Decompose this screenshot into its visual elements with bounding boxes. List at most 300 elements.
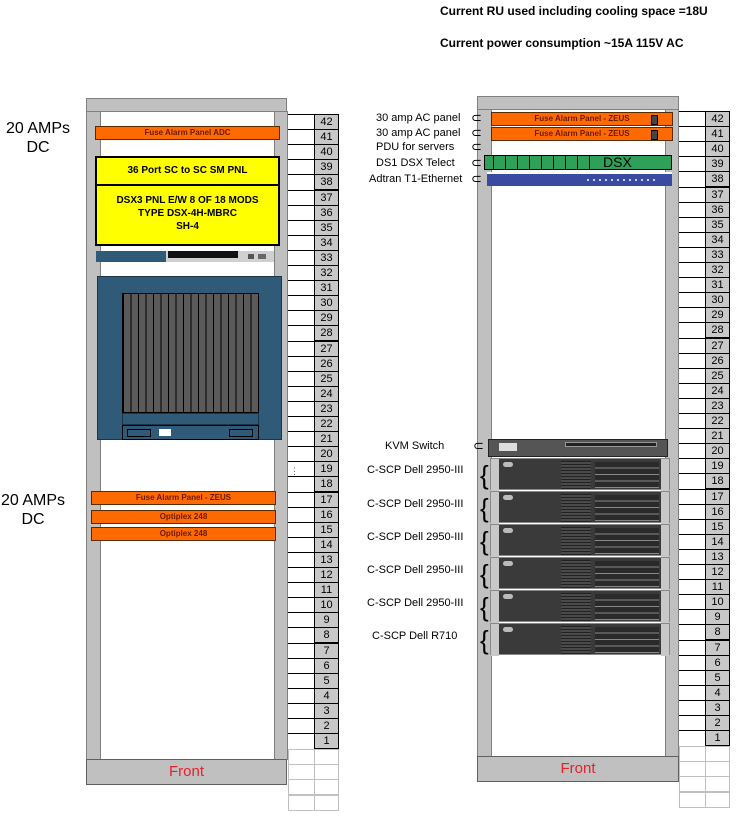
ru-slot (679, 232, 706, 247)
label-pdu-servers: PDU for servers (376, 141, 455, 153)
server-vent (561, 593, 591, 621)
ru-slot (288, 250, 315, 265)
ru-slot (679, 247, 706, 262)
ru-row (679, 473, 731, 488)
ru-number: 16 (705, 504, 730, 520)
server-power-icon (503, 627, 513, 632)
ru-number: 17 (314, 492, 339, 508)
ru-slot (679, 715, 706, 730)
server-ear (661, 525, 669, 557)
ru-slot (679, 141, 706, 156)
brace-icon: { (480, 625, 489, 655)
ru-row (679, 458, 731, 473)
ru-row (679, 670, 731, 685)
ru-number: 30 (314, 295, 339, 311)
ru-slot (288, 159, 315, 174)
fuse-label: Fuse Alarm Panel - ZEUS (534, 129, 630, 138)
ru-row (288, 431, 340, 446)
server-drive-bays (595, 627, 659, 653)
ru-number: 19 (705, 458, 730, 474)
ru-row (288, 522, 340, 537)
server-drive-bays (595, 594, 659, 620)
ru-row (288, 673, 340, 688)
ru-number: 14 (705, 534, 730, 550)
ru-used-text: Current RU used including cooling space =18U (440, 4, 708, 18)
ru-number: 7 (314, 643, 339, 659)
ru-slot (288, 612, 315, 627)
adtran-t1-ethernet[interactable] (487, 172, 672, 186)
label-dell-2950-4: C-SCP Dell 2950-III (367, 564, 464, 576)
ru-slot (679, 655, 706, 670)
server-ear (661, 558, 669, 590)
ru-slot (288, 673, 315, 688)
ru-number: 25 (705, 368, 730, 384)
ru-row (679, 111, 731, 126)
ru-number: 38 (705, 171, 730, 187)
chassis-logo-icon (159, 429, 171, 436)
bracket-icon: ⊂ (471, 171, 482, 186)
ru-number: 9 (314, 612, 339, 628)
server-2u[interactable] (490, 590, 670, 622)
label-dell-2950-2: C-SCP Dell 2950-III (367, 498, 464, 510)
ru-slot (679, 489, 706, 504)
ru-number: 42 (705, 111, 730, 127)
ru-slot (288, 174, 315, 189)
ru-row (288, 476, 340, 491)
ru-number: 30 (705, 292, 730, 308)
ru-number: 25 (314, 371, 339, 387)
ru-empty-cell (679, 746, 706, 762)
ru-slot (679, 700, 706, 715)
switch-ports (168, 251, 238, 258)
ru-row (288, 386, 340, 401)
ru-slot (288, 325, 315, 340)
ru-row (288, 627, 340, 642)
ru-slot (679, 428, 706, 443)
ru-row (288, 492, 340, 507)
ru-number: 10 (314, 597, 339, 613)
ru-number: 34 (314, 235, 339, 251)
ru-number: 5 (705, 670, 730, 686)
chassis-handle-icon (229, 429, 253, 437)
ru-slot (679, 398, 706, 413)
ds1-dsx-telect-panel[interactable] (484, 155, 672, 170)
ru-empty-cell (705, 761, 730, 777)
ru-slot (288, 522, 315, 537)
ru-number: 32 (314, 265, 339, 281)
ru-slot (288, 718, 315, 733)
ru-slot (288, 492, 315, 507)
fuse-alarm-panel-adc[interactable]: Fuse Alarm Panel ADC (95, 126, 280, 140)
network-switch-1u[interactable] (96, 251, 274, 262)
ru-slot (288, 144, 315, 159)
ru-slot (679, 383, 706, 398)
ru-number: 28 (705, 322, 730, 338)
ru-number: 17 (705, 489, 730, 505)
ru-row (679, 504, 731, 519)
ru-row (288, 144, 340, 159)
ru-row (288, 295, 340, 310)
ru-slot (288, 627, 315, 642)
ru-slot (288, 265, 315, 280)
ru-row (679, 519, 731, 534)
ru-number: 7 (705, 640, 730, 656)
server-drive-bays (595, 561, 659, 587)
ru-slot (679, 624, 706, 639)
label-30amp-ac-panel-1: 30 amp AC panel (376, 112, 461, 124)
server-2u[interactable] (490, 458, 670, 490)
server-2u[interactable] (490, 491, 670, 523)
ru-empty-cell (314, 749, 339, 765)
label-30amp-ac-panel-2: 30 amp AC panel (376, 127, 461, 139)
telecom-chassis[interactable] (97, 276, 282, 440)
ru-number: 3 (705, 700, 730, 716)
server-power-icon (503, 462, 513, 467)
ru-row (288, 401, 340, 416)
ru-row (679, 730, 731, 745)
ru-number: 12 (314, 567, 339, 583)
switch-led-icon (248, 254, 254, 259)
ru-empty-cell (679, 776, 706, 792)
ru-empty-cell (288, 749, 315, 765)
ru-slot (679, 171, 706, 186)
ru-row (288, 190, 340, 205)
ru-row (679, 232, 731, 247)
ru-row (679, 564, 731, 579)
ru-slot (679, 670, 706, 685)
ru-number: 13 (314, 552, 339, 568)
ru-number: 24 (314, 386, 339, 402)
ru-empty-cell (705, 792, 730, 808)
ru-slot (288, 476, 315, 491)
ru-slot (679, 322, 706, 337)
ru-slot (679, 730, 706, 745)
ru-row (679, 624, 731, 639)
ru-number: 23 (705, 398, 730, 414)
server-2u[interactable] (490, 524, 670, 556)
ru-empty-cell (288, 779, 315, 795)
server-drive-bays (595, 528, 659, 554)
cable-marker: ⋮ (290, 466, 299, 476)
ru-number: 4 (314, 688, 339, 704)
ru-slot (679, 564, 706, 579)
ru-empty-cell (679, 792, 706, 808)
ru-row (679, 368, 731, 383)
ru-row (288, 356, 340, 371)
breaker-icon (651, 115, 658, 125)
ru-slot (288, 552, 315, 567)
ru-slot (288, 341, 315, 356)
ru-slot (679, 473, 706, 488)
server-power-icon (503, 528, 513, 533)
ru-slot (679, 413, 706, 428)
optiplex-248-b[interactable]: Optiplex 248 (91, 527, 276, 541)
kvm-slot (565, 442, 657, 447)
switch-port-icon (258, 254, 266, 259)
ru-number: 32 (705, 262, 730, 278)
ru-number: 20 (705, 443, 730, 459)
ru-row (288, 733, 340, 748)
ru-row (679, 353, 731, 368)
ru-number: 27 (314, 341, 339, 357)
ru-row (288, 371, 340, 386)
ru-row (679, 715, 731, 730)
ru-row (288, 688, 340, 703)
dsx-jack-grid (493, 156, 598, 169)
brace-icon: { (480, 493, 489, 523)
ru-number: 22 (314, 416, 339, 432)
ru-row (288, 341, 340, 356)
ru-number: 2 (705, 715, 730, 731)
label-adtran: Adtran T1-Ethernet (369, 173, 463, 185)
ru-number: 11 (314, 582, 339, 598)
sc-sm-panel[interactable]: 36 Port SC to SC SM PNL (95, 156, 280, 186)
ru-number: 1 (705, 730, 730, 746)
ru-slot (288, 688, 315, 703)
ru-slot (679, 292, 706, 307)
bracket-icon: ⊂ (471, 155, 482, 170)
ru-slot (679, 217, 706, 232)
ru-number: 6 (314, 658, 339, 674)
ru-row (288, 612, 340, 627)
kvm-logo-icon (499, 443, 517, 451)
ru-number: 8 (705, 624, 730, 640)
ru-slot (679, 368, 706, 383)
chassis-handle-icon (127, 429, 151, 437)
ru-slot (288, 401, 315, 416)
ru-number: 21 (705, 428, 730, 444)
server-vent (561, 560, 591, 588)
ru-empty-cell (679, 761, 706, 777)
ru-row (679, 217, 731, 232)
ru-number: 5 (314, 673, 339, 689)
ru-row (288, 129, 340, 144)
chassis-card-slots (122, 293, 259, 413)
ru-number: 4 (705, 685, 730, 701)
ru-row (679, 322, 731, 337)
ru-row (288, 250, 340, 265)
ru-slot (288, 658, 315, 673)
ru-slot (679, 458, 706, 473)
ru-empty-cell (705, 776, 730, 792)
ru-slot (679, 549, 706, 564)
kvm-switch[interactable] (488, 439, 668, 457)
fuse-alarm-panel-zeus-1[interactable] (491, 112, 673, 126)
ru-number: 40 (705, 141, 730, 157)
ru-number: 15 (314, 522, 339, 538)
ru-empty-cell (314, 764, 339, 780)
ru-number: 39 (314, 159, 339, 175)
ru-slot (288, 643, 315, 658)
ru-empty-cell (288, 795, 315, 811)
ru-number: 3 (314, 703, 339, 719)
ru-slot (679, 519, 706, 534)
ru-row (288, 643, 340, 658)
power-consumption-text: Current power consumption ~15A 115V AC (440, 36, 684, 50)
ru-slot (288, 190, 315, 205)
ru-row (288, 280, 340, 295)
ru-slot (288, 114, 315, 129)
ru-row (679, 277, 731, 292)
ru-row (679, 141, 731, 156)
label-dell-r710: C-SCP Dell R710 (372, 630, 458, 642)
ru-number: 33 (314, 250, 339, 266)
ru-slot (679, 640, 706, 655)
ru-row (288, 325, 340, 340)
ru-slot (288, 461, 315, 476)
ru-row (288, 658, 340, 673)
ru-row (679, 383, 731, 398)
ru-slot (288, 129, 315, 144)
ru-slot (288, 431, 315, 446)
server-ear (661, 591, 669, 623)
ru-slot (679, 609, 706, 624)
ru-number: 9 (705, 609, 730, 625)
bracket-icon: ⊂ (471, 110, 482, 125)
server-vent (561, 461, 591, 489)
server-ear (491, 558, 499, 590)
server-ear (661, 459, 669, 491)
server-vent (561, 494, 591, 522)
server-vent (561, 626, 591, 654)
breaker-icon (651, 130, 658, 140)
ru-slot (288, 567, 315, 582)
server-ear (661, 492, 669, 524)
ru-row (679, 262, 731, 277)
power-label-line: DC (21, 511, 45, 528)
ru-slot (288, 220, 315, 235)
ru-slot (288, 310, 315, 325)
ru-slot (288, 582, 315, 597)
ru-number: 28 (314, 325, 339, 341)
ru-row (288, 114, 340, 129)
ru-number: 20 (314, 446, 339, 462)
ru-row (288, 446, 340, 461)
server-2u[interactable] (490, 557, 670, 589)
ru-number: 18 (705, 473, 730, 489)
server-power-icon (503, 561, 513, 566)
ru-row (288, 567, 340, 582)
ru-number: 36 (705, 202, 730, 218)
ru-slot (288, 386, 315, 401)
ru-slot (679, 307, 706, 322)
server-ear (661, 624, 669, 656)
ru-slot (679, 594, 706, 609)
ru-row (679, 579, 731, 594)
server-ear (491, 525, 499, 557)
ru-number: 16 (314, 507, 339, 523)
ru-slot (679, 202, 706, 217)
right-rack-front-label: Front (477, 756, 679, 782)
ru-row (679, 413, 731, 428)
label-dell-2950-3: C-SCP Dell 2950-III (367, 531, 464, 543)
ru-slot (679, 187, 706, 202)
ru-row (679, 640, 731, 655)
ru-row (288, 159, 340, 174)
ru-row (288, 265, 340, 280)
ru-slot (288, 507, 315, 522)
label-dell-2950-5: C-SCP Dell 2950-III (367, 597, 464, 609)
ru-row (288, 507, 340, 522)
left-rack-top (86, 98, 287, 112)
ru-number: 10 (705, 594, 730, 610)
ru-slot (679, 126, 706, 141)
ru-number: 22 (705, 413, 730, 429)
dsx3-panel[interactable] (95, 184, 280, 246)
brace-icon: { (480, 460, 489, 490)
server-power-icon (503, 495, 513, 500)
ru-number: 26 (314, 356, 339, 372)
dsx3-line: TYPE DSX-4H-MBRC (138, 208, 237, 219)
dsx3-line: DSX3 PNL E/W 8 OF 18 MODS (116, 195, 259, 206)
ru-slot (288, 371, 315, 386)
ru-number: 18 (314, 476, 339, 492)
ru-slot (288, 235, 315, 250)
ru-slot (679, 685, 706, 700)
ru-number: 38 (314, 174, 339, 190)
ru-row (288, 235, 340, 250)
chassis-power-tray (122, 425, 259, 440)
optiplex-248-a[interactable]: Optiplex 248 (91, 510, 276, 524)
power-label-top (2, 119, 74, 157)
label-dell-2950-1: C-SCP Dell 2950-III (367, 464, 464, 476)
ru-row (679, 398, 731, 413)
ru-number: 34 (705, 232, 730, 248)
ru-slot (679, 338, 706, 353)
left-rack-front-label: Front (86, 759, 287, 785)
server-ear (491, 591, 499, 623)
ru-row (288, 461, 340, 476)
ru-number: 29 (705, 307, 730, 323)
ru-number: 33 (705, 247, 730, 263)
fuse-alarm-panel-zeus-left[interactable]: Fuse Alarm Panel - ZEUS (91, 491, 276, 505)
right-rack-top (477, 96, 679, 110)
bracket-icon: ⊂ (473, 438, 484, 453)
ru-slot (288, 416, 315, 431)
ru-row (288, 174, 340, 189)
ru-number: 27 (705, 338, 730, 354)
brace-icon: { (480, 559, 489, 589)
power-label-line: 20 AMPs (5, 120, 71, 137)
ru-number: 36 (314, 205, 339, 221)
ru-empty-cell (314, 795, 339, 811)
ru-row (679, 247, 731, 262)
ru-number: 23 (314, 401, 339, 417)
power-label-line: 20 AMPs (0, 492, 66, 509)
fuse-alarm-panel-zeus-2[interactable] (491, 127, 673, 141)
ru-number: 24 (705, 383, 730, 399)
adtran-ports (587, 179, 657, 181)
ru-slot (288, 280, 315, 295)
ru-row (288, 220, 340, 235)
ru-number: 35 (705, 217, 730, 233)
ru-number: 11 (705, 579, 730, 595)
ru-number: 39 (705, 156, 730, 172)
ru-row (679, 655, 731, 670)
ru-row (679, 292, 731, 307)
dsx3-line: SH-4 (176, 221, 199, 232)
ru-number: 41 (314, 129, 339, 145)
ru-slot (679, 504, 706, 519)
ru-row (288, 310, 340, 325)
server-2u[interactable] (490, 623, 670, 655)
ru-row (679, 594, 731, 609)
ru-number: 37 (314, 190, 339, 206)
ru-row (679, 338, 731, 353)
ru-number: 31 (314, 280, 339, 296)
ru-slot (679, 277, 706, 292)
ru-row (679, 700, 731, 715)
